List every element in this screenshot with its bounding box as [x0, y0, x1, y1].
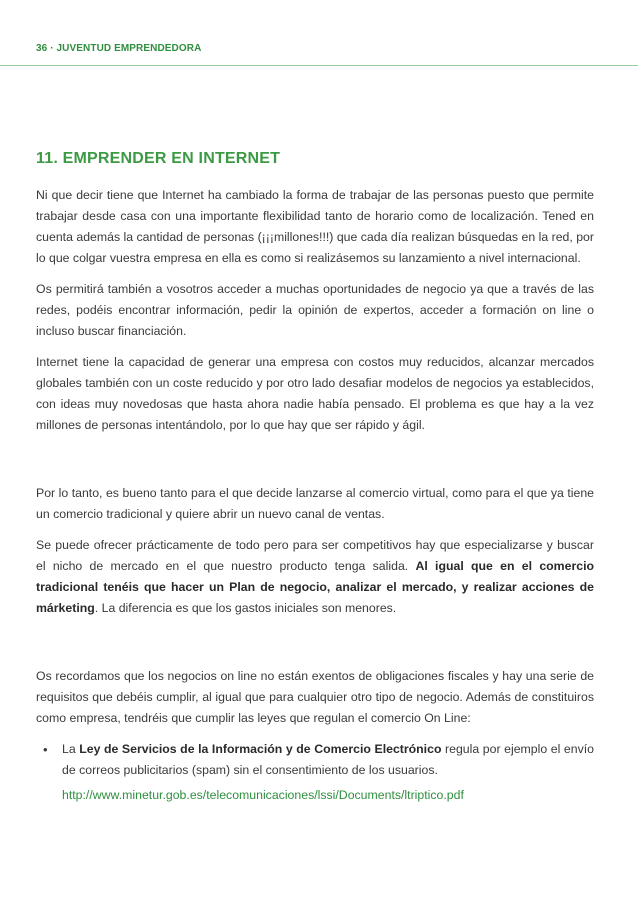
bullet-suffix: regula por ejemplo el envío de correos publicitarios (spam) sin el consentimiento de los usuarios.: [62, 742, 594, 777]
bullet-list: [36, 739, 594, 806]
body-content: [36, 185, 594, 806]
paragraph-5-start: Se puede ofrecer prácticamente de todo pero para ser competitivos hay que especializarse y buscar el nicho de mercado en el que nuestro producto tenga salida.: [36, 538, 594, 573]
paragraph-3: Internet tiene la capacidad de generar una empresa con costos muy reducidos, alcanzar mercados globales también con un coste reducido y por otro lado desafiar modelos de negocios ya establecidos, con ideas muy novedosas que hasta ahora nadie había pensado. El problema es que hay a la vez millones de personas intentándolo, por lo que hay que ser rápido y ágil.: [36, 355, 594, 432]
paragraph-5-end: . La diferencia es que los gastos iniciales son menores.: [94, 601, 397, 615]
paragraph-5-bold: Al igual que en el comercio tradicional tenéis que hacer un Plan de negocio, analizar el mercado, y realizar acciones de márketing: [36, 559, 594, 615]
law-link[interactable]: http://www.minetur.gob.es/telecomunicaciones/lssi/Documents/ltriptico.pdf: [62, 788, 464, 802]
paragraph-1: Ni que decir tiene que Internet ha cambiado la forma de trabajar de las personas puesto que permite trabajar desde casa con una importante flexibilidad tanto de horario como de localización. Tened en cuenta además la cantidad de personas (¡¡¡millones!!!) que cada día realizan búsquedas en la red, por lo que colgar vuestra empresa en ella es como si realizásemos su lanzamiento a nivel internacional.: [36, 188, 594, 265]
bullet-law-name: Ley de Servicios de la Información y de Comercio Electrónico: [79, 742, 442, 756]
page-header: 36 · JUVENTUD EMPRENDEDORA: [36, 43, 202, 54]
paragraph-2: Os permitirá también a vosotros acceder a muchas oportunidades de negocio ya que a través de las redes, podéis encontrar información, pedir la opinión de expertos, acceder a formación on line o incluso buscar financiación.: [36, 282, 594, 338]
bullet-marker: •: [43, 742, 48, 757]
header-divider: [0, 65, 638, 66]
paragraph-5: [36, 535, 594, 619]
paragraph-4: Por lo tanto, es bueno tanto para el que decide lanzarse al comercio virtual, como para el que ya tiene un comercio tradicional y quiere abrir un nuevo canal de ventas.: [36, 486, 594, 521]
bullet-prefix: La: [62, 742, 80, 756]
section-title: 11. EMPRENDER EN INTERNET: [36, 150, 281, 167]
paragraph-6: Os recordamos que los negocios on line no están exentos de obligaciones fiscales y hay una serie de requisitos que debéis cumplir, al igual que para cualquier otro tipo de negocio. Además de constituiros como empresa, tendréis que cumplir las leyes que regulan el comercio On Line:: [36, 669, 594, 725]
list-item: [36, 739, 594, 806]
